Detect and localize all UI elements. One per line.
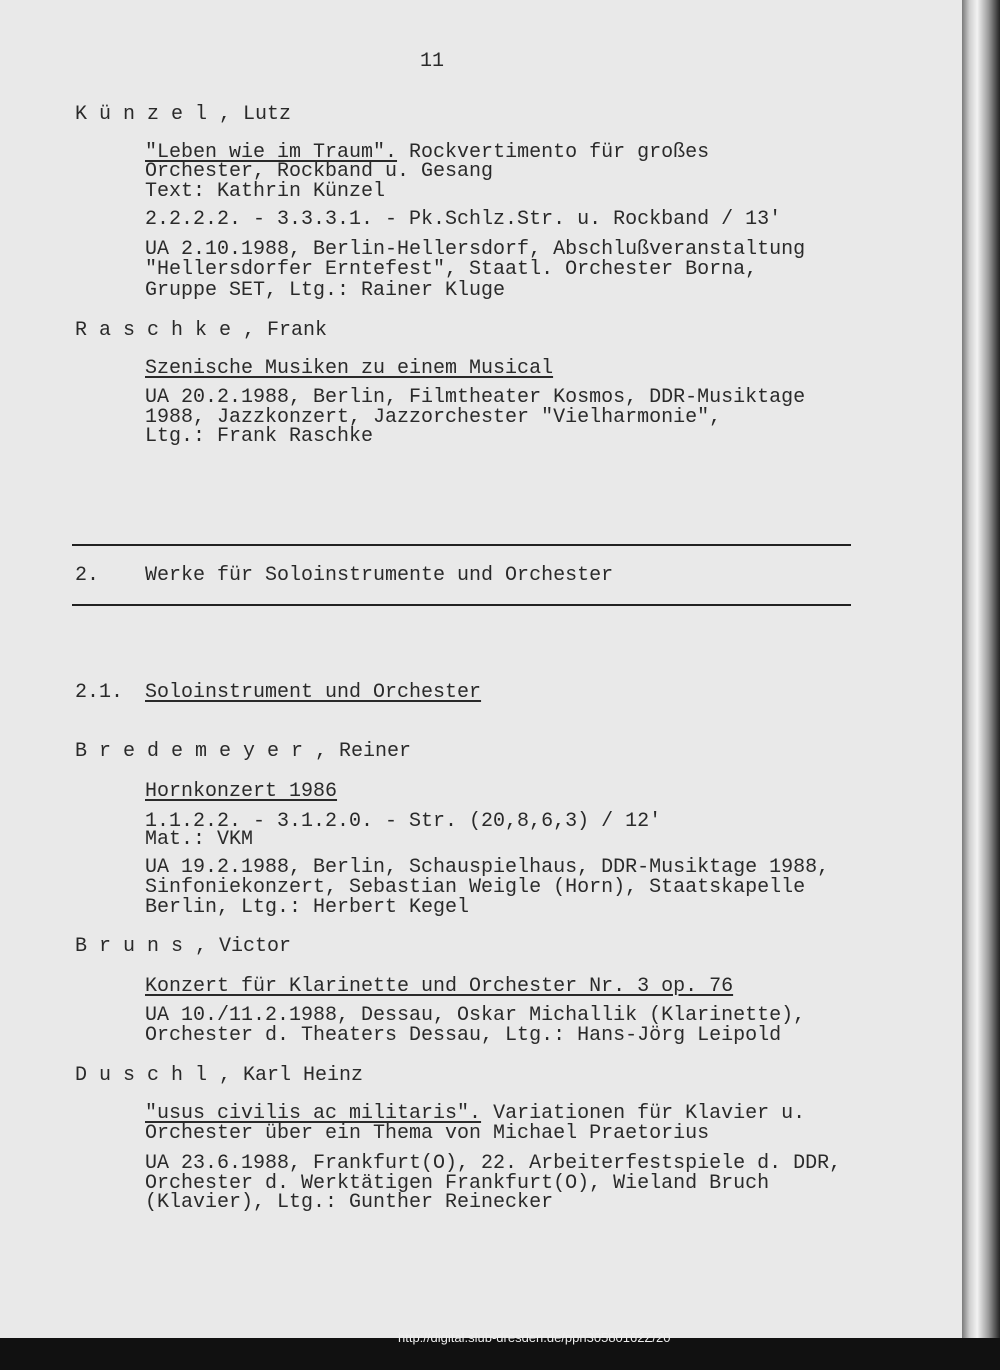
instrumentation: 2.2.2.2. - 3.3.3.1. - Pk.Schlz.Str. u. Rockband / 13' xyxy=(145,208,782,231)
text-line: Orchester über ein Thema von Michael Praetorius xyxy=(145,1122,710,1145)
premiere-line: Ltg.: Frank Raschke xyxy=(145,425,374,448)
work-title: "Leben wie im Traum". xyxy=(145,141,398,164)
composer-heading xyxy=(75,105,291,125)
composer-given: , Victor xyxy=(195,935,292,958)
premiere-line: Gruppe SET, Ltg.: Rainer Kluge xyxy=(145,279,506,302)
source-url[interactable]: http://digital.slub-dresden.de/ppn30580162Z/20 xyxy=(398,1330,671,1345)
work-title: Hornkonzert 1986 xyxy=(145,780,338,803)
work-title-line xyxy=(145,1104,805,1124)
subsection-title: Soloinstrument und Orchester xyxy=(145,681,482,704)
premiere-line: UA 19.2.1988, Berlin, Schauspielhaus, DDR-Musiktage 1988, xyxy=(145,856,830,879)
subsection-number: 2.1. xyxy=(75,681,124,704)
work-title: "usus civilis ac militaris". xyxy=(145,1102,482,1125)
section-number: 2. xyxy=(75,564,100,587)
page-edge xyxy=(962,0,1000,1338)
premiere-line: Berlin, Ltg.: Herbert Kegel xyxy=(145,896,470,919)
composer-heading xyxy=(75,1066,363,1086)
composer-given: , Reiner xyxy=(315,740,412,763)
composer-surname: Künzel xyxy=(75,103,220,126)
premiere-line: UA 20.2.1988, Berlin, Filmtheater Kosmos, DDR-Musiktage xyxy=(145,386,806,409)
divider xyxy=(72,544,851,546)
material: Mat.: VKM xyxy=(145,828,254,851)
premiere-line: 1988, Jazzkonzert, Jazzorchester "Vielharmonie", xyxy=(145,406,722,429)
premiere-line: Orchester d. Theaters Dessau, Ltg.: Hans-Jörg Leipold xyxy=(145,1024,782,1047)
composer-surname: Bruns xyxy=(75,935,196,958)
premiere-line: UA 23.6.1988, Frankfurt(O), 22. Arbeiterfestspiele d. DDR, xyxy=(145,1152,842,1175)
text-line: Text: Kathrin Künzel xyxy=(145,180,386,203)
text-line: Variationen für Klavier u. xyxy=(481,1102,806,1125)
premiere-line: "Hellersdorfer Erntefest", Staatl. Orchester Borna, xyxy=(145,258,758,281)
work-title: Szenische Musiken zu einem Musical xyxy=(145,357,554,380)
section-title: Werke für Soloinstrumente und Orchester xyxy=(145,564,614,587)
composer-surname: Bredemeyer xyxy=(75,740,316,763)
composer-given: , Frank xyxy=(243,319,328,342)
composer-heading xyxy=(75,937,291,957)
work-title: Konzert für Klarinette und Orchester Nr. 3 op. 76 xyxy=(145,975,734,998)
text-line: Orchester, Rockband u. Gesang xyxy=(145,160,494,183)
divider xyxy=(72,604,851,606)
composer-heading xyxy=(75,321,327,341)
composer-given: , Lutz xyxy=(219,103,292,126)
composer-surname: Duschl xyxy=(75,1064,220,1087)
premiere-line: Sinfoniekonzert, Sebastian Weigle (Horn), Staatskapelle xyxy=(145,876,806,899)
premiere-line: UA 2.10.1988, Berlin-Hellersdorf, Abschlußveranstaltung xyxy=(145,238,806,261)
instrumentation: 1.1.2.2. - 3.1.2.0. - Str. (20,8,6,3) / 12' xyxy=(145,810,662,833)
premiere-line: UA 10./11.2.1988, Dessau, Oskar Michallik (Klarinette), xyxy=(145,1004,806,1027)
composer-heading xyxy=(75,742,411,762)
composer-surname: Raschke xyxy=(75,319,244,342)
composer-given: , Karl Heinz xyxy=(219,1064,364,1087)
premiere-line: (Klavier), Ltg.: Gunther Reinecker xyxy=(145,1191,554,1214)
page-number: 11 xyxy=(420,50,445,73)
premiere-line: Orchester d. Werktätigen Frankfurt(O), Wieland Bruch xyxy=(145,1172,770,1195)
text-line: Rockvertimento für großes xyxy=(397,141,710,164)
